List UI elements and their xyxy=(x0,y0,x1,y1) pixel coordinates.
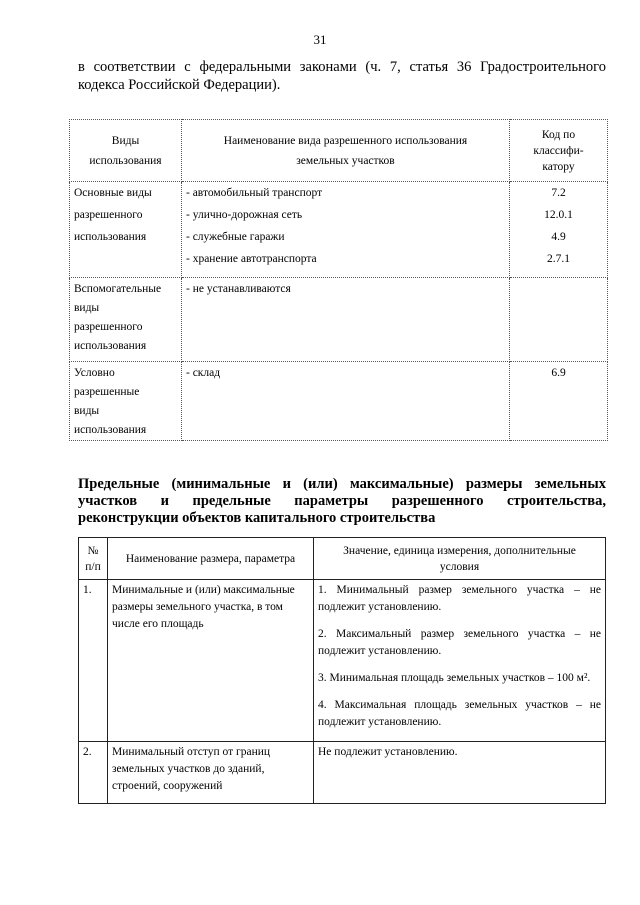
text-line: виды xyxy=(74,302,100,314)
header-line: использования xyxy=(89,154,162,167)
header-usage-type xyxy=(70,120,182,182)
page-number: 31 xyxy=(313,32,327,47)
condition-item: 1. Минимальный размер земельного участка – не подлежит установлению. xyxy=(318,584,601,613)
text-line: разрешенного xyxy=(74,209,143,221)
text-line: Основные виды xyxy=(74,187,152,199)
header-param-value xyxy=(314,538,606,580)
code-value: 12.0.1 xyxy=(544,209,573,221)
list-item: - склад xyxy=(186,367,221,379)
header-line: классифи- xyxy=(533,144,584,157)
table-row xyxy=(79,580,606,742)
param-conditions xyxy=(314,742,606,804)
header-line: № xyxy=(87,544,99,557)
condition-item: 3. Минимальная площадь земельных участков – 100 м². xyxy=(318,672,591,684)
header-line: Значение, единица измерения, дополнительные xyxy=(343,544,576,557)
condition-item: 2. Максимальный размер земельного участка – не подлежит установлению. xyxy=(318,628,601,657)
header-number xyxy=(79,538,108,580)
param-name: Минимальные и (или) максимальные размеры земельного участка, в том числе его площадь xyxy=(108,580,314,742)
usage-type-cell xyxy=(70,182,182,278)
intro-paragraph: в соответствии с федеральными законами (ч. 7, статья 36 Градостроительного кодекса Российской Федерации). xyxy=(78,59,606,93)
text-line: виды xyxy=(74,405,100,417)
codes-cell xyxy=(510,362,608,441)
text-line: Вспомогательные xyxy=(74,283,162,295)
header-line: земельных участков xyxy=(296,154,395,167)
row-number: 2. xyxy=(79,742,108,804)
code-value: 6.9 xyxy=(551,367,566,379)
list-item: - служебные гаражи xyxy=(186,231,285,243)
usage-type-cell xyxy=(70,278,182,362)
list-item: - улично-дорожная сеть xyxy=(186,209,303,221)
header-line: Наименование вида разрешенного использования xyxy=(223,134,468,147)
text-line: использования xyxy=(74,340,147,352)
header-line: условия xyxy=(439,560,480,573)
row-number: 1. xyxy=(79,580,108,742)
list-item: - автомобильный транспорт xyxy=(186,187,323,199)
parameters-table xyxy=(78,537,606,804)
codes-cell xyxy=(510,278,608,362)
table-row xyxy=(79,742,606,804)
text-line: использования xyxy=(74,231,147,243)
table-row-conditional xyxy=(70,362,608,441)
header-line: Виды xyxy=(111,134,140,147)
condition-item: 4. Максимальная площадь земельных участков – не подлежит установлению. xyxy=(318,699,601,728)
header-usage-name xyxy=(182,120,510,182)
param-name: Минимальный отступ от границ земельных участков до зданий, строений, сооружений xyxy=(108,742,314,804)
usage-types-table xyxy=(69,119,608,441)
section-title: Предельные (минимальные и (или) максимальные) размеры земельных участков и предельные параметры разрешенного строительства, реконструкции объектов капитального строительства xyxy=(78,476,606,526)
text-line: использования xyxy=(74,424,147,436)
text-line: разрешенные xyxy=(74,386,140,398)
text-line: Условно xyxy=(74,367,115,379)
table-row-main xyxy=(70,182,608,278)
codes-cell xyxy=(510,182,608,278)
params-table-header xyxy=(79,538,606,580)
header-param-name: Наименование размера, параметра xyxy=(108,538,314,580)
code-value: 7.2 xyxy=(551,187,566,199)
usage-type-cell xyxy=(70,362,182,441)
code-value: 4.9 xyxy=(551,231,566,243)
header-line: п/п xyxy=(85,560,101,573)
usage-names-cell xyxy=(182,362,510,441)
header-code xyxy=(510,120,608,182)
usage-names-cell xyxy=(182,182,510,278)
text-line: разрешенного xyxy=(74,321,143,333)
table-row-auxiliary xyxy=(70,278,608,362)
list-item: - не устанавливаются xyxy=(186,283,291,295)
usage-table-header xyxy=(70,120,608,182)
header-line: Код по xyxy=(541,128,576,141)
usage-names-cell xyxy=(182,278,510,362)
header-line: катору xyxy=(542,160,575,173)
list-item: - хранение автотранспорта xyxy=(186,253,317,265)
condition-item: Не подлежит установлению. xyxy=(318,746,458,758)
code-value: 2.7.1 xyxy=(547,253,570,265)
param-conditions xyxy=(314,580,606,742)
